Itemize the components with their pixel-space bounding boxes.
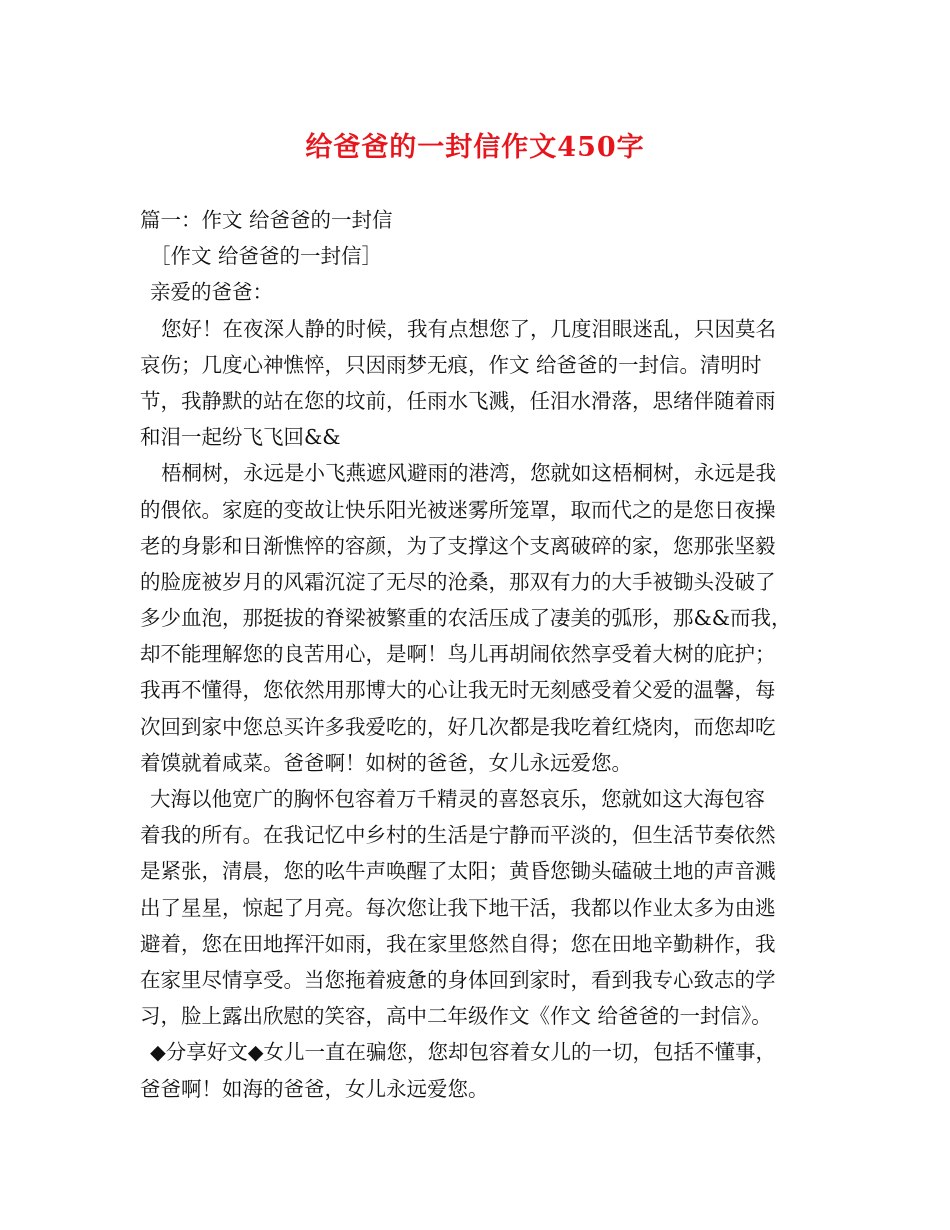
paragraph-4-line: 爸爸啊！如海的爸爸，女儿永远爱您。 bbox=[140, 1076, 489, 1101]
paragraph-3-line: 在家里尽情享受。当您拖着疲惫的身体回到家时，看到我专心致志的学 bbox=[140, 967, 776, 992]
paragraph-3-line: 出了星星，惊起了月亮。每次您让我下地干活，我都以作业太多为由逃 bbox=[140, 895, 776, 920]
paragraph-3-line: 着我的所有。在我记忆中乡村的生活是宁静而平淡的，但生活节奏依然 bbox=[140, 823, 776, 848]
paragraph-2-line: 的偎依。家庭的变故让快乐阳光被迷雾所笼罩，取而代之的是您日夜操 bbox=[140, 497, 776, 522]
paragraph-1-line: 您好！在夜深人静的时候，我有点想您了，几度泪眼迷乱，只因莫名 bbox=[161, 316, 776, 341]
paragraph-3-line: 是紧张，清晨，您的吆牛声唤醒了太阳；黄昏您锄头磕破土地的声音溅 bbox=[140, 859, 776, 884]
paragraph-1-line: 节，我静默的站在您的坟前，任雨水飞溅，任泪水滑落，思绪伴随着雨 bbox=[140, 388, 776, 413]
paragraph-1-line: 和泪一起纷飞飞回&& bbox=[140, 425, 341, 450]
paragraph-2-line: 却不能理解您的良苦用心，是啊！鸟儿再胡闹依然享受着大树的庇护； bbox=[140, 642, 776, 667]
paragraph-2-line: 多少血泡，那挺拔的脊梁被繁重的农活压成了凄美的弧形，那&&而我， bbox=[140, 606, 792, 631]
paragraph-2-line: 梧桐树，永远是小飞燕遮风避雨的港湾，您就如这梧桐树，永远是我 bbox=[161, 461, 776, 486]
paragraph-2-line: 次回到家中您总买许多我爱吃的，好几次都是我吃着红烧肉，而您却吃 bbox=[140, 714, 776, 739]
section-heading: 篇一：作文 给爸爸的一封信 bbox=[140, 208, 393, 232]
document-title: 给爸爸的一封信作文450字 bbox=[305, 132, 645, 163]
document-body bbox=[140, 202, 830, 1107]
salutation: 亲爱的爸爸： bbox=[150, 280, 273, 305]
paragraph-3-line: 避着，您在田地挥汗如雨，我在家里悠然自得；您在田地辛勤耕作，我 bbox=[140, 931, 776, 956]
paragraph-3-line: 大海以他宽广的胸怀包容着万千精灵的喜怒哀乐，您就如这大海包容 bbox=[150, 787, 765, 811]
paragraph-4-line: ◆分享好文◆女儿一直在骗您，您却包容着女儿的一切，包括不懂事， bbox=[150, 1040, 777, 1065]
paragraph-1-line: 哀伤；几度心神憔悴，只因雨梦无痕，作文 给爸爸的一封信。清明时 bbox=[140, 352, 762, 377]
paragraph-2-line: 着馍就着咸菜。爸爸啊！如树的爸爸，女儿永远爱您。 bbox=[140, 750, 632, 775]
paragraph-2-line: 的脸庞被岁月的风霜沉淀了无尽的沧桑，那双有力的大手被锄头没破了 bbox=[140, 569, 776, 594]
paragraph-2-line: 我再不懂得，您依然用那博大的心让我无时无刻感受着父爱的温馨，每 bbox=[140, 678, 776, 703]
paragraph-3-line: 习，脸上露出欣慰的笑容，高中二年级作文《作文 给爸爸的一封信》。 bbox=[140, 1004, 772, 1029]
bracket-heading: ［作文 给爸爸的一封信］ bbox=[150, 244, 383, 269]
paragraph-2-line: 老的身影和日渐憔悴的容颜，为了支撑这个支离破碎的家，您那张坚毅 bbox=[140, 533, 776, 558]
